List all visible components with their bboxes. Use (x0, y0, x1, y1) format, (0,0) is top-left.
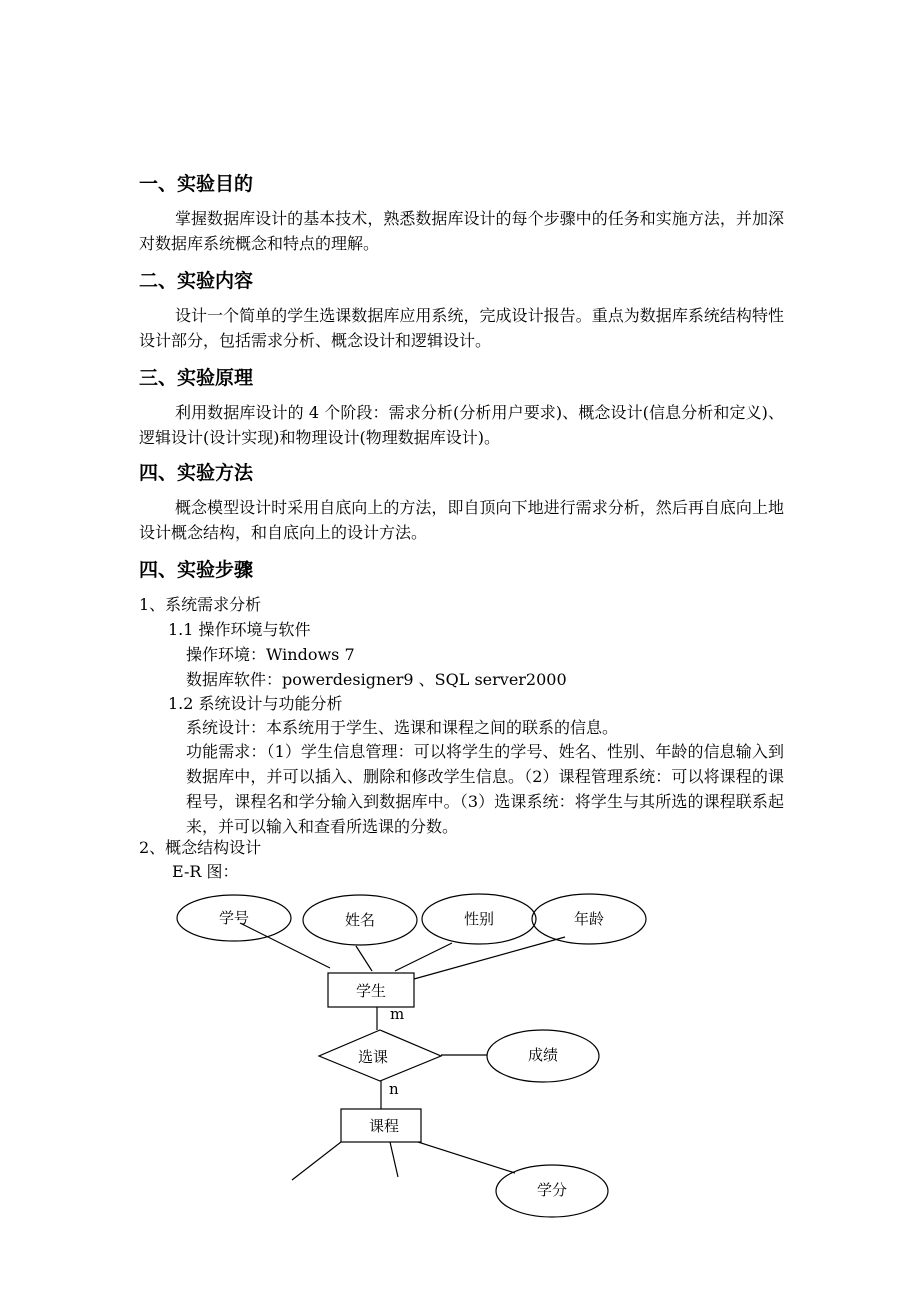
cardinality-n: n (389, 1080, 399, 1098)
para-principle: 利用数据库设计的 4 个阶段：需求分析(分析用户要求)、概念设计(信息分析和定义)、逻辑设计(设计实现)和物理设计(物理数据库设计)。 (139, 403, 784, 447)
heading-steps: 四、实验步骤 (139, 559, 254, 581)
heading-purpose: 一、实验目的 (139, 173, 254, 195)
relationship-label: 选课 (357, 1048, 389, 1066)
env-line: 操作环境：Windows 7 (186, 645, 355, 664)
func-req-para: 功能需求：（1）学生信息管理：可以将学生的学号、姓名、性别、年龄的信息输入到数据库中，并可以插入、删除和修改学生信息。（2）课程管理系统：可以将课程的课程号，课程名和学分输入到数据库中。（3）选课系统：将学生与其所选的课程联系起来，并可以输入和查看所选课的分数。 (186, 742, 784, 836)
edge-studentid-student (240, 923, 330, 968)
attr-name-label: 姓名 (344, 911, 376, 929)
edge-gender-student (395, 943, 452, 971)
heading-content: 二、实验内容 (139, 270, 254, 292)
edge-course-left (292, 1142, 341, 1180)
step-2: 2、概念结构设计 (139, 838, 262, 857)
entity-student-label: 学生 (355, 982, 387, 1000)
heading-method: 四、实验方法 (139, 462, 254, 484)
sys-design-line: 系统设计：本系统用于学生、选课和课程之间的联系的信息。 (186, 718, 619, 737)
db-software-line: 数据库软件：powerdesigner9 、SQL server2000 (186, 670, 567, 689)
attr-credit-label: 学分 (536, 1181, 568, 1199)
attr-student-id-label: 学号 (218, 909, 250, 927)
cardinality-m: m (390, 1005, 405, 1023)
edge-course-credit (418, 1142, 515, 1173)
attr-grade-label: 成绩 (527, 1046, 559, 1064)
para-method: 概念模型设计时采用自底向上的方法，即自顶向下地进行需求分析，然后再自底向上地设计概念结构，和自底向上的设计方法。 (139, 498, 784, 542)
step-1-2: 1.2 系统设计与功能分析 (168, 694, 343, 713)
entity-course-label: 课程 (368, 1117, 400, 1135)
heading-principle: 三、实验原理 (139, 367, 254, 389)
attr-age-label: 年龄 (573, 910, 605, 928)
er-diagram (0, 880, 920, 1220)
er-caption: E-R 图： (172, 862, 239, 881)
step-1-1: 1.1 操作环境与软件 (168, 620, 311, 639)
para-purpose: 掌握数据库设计的基本技术，熟悉数据库设计的每个步骤中的任务和实施方法，并加深对数据库系统概念和特点的理解。 (139, 209, 784, 253)
para-content: 设计一个简单的学生选课数据库应用系统，完成设计报告。重点为数据库系统结构特性设计部分，包括需求分析、概念设计和逻辑设计。 (139, 306, 784, 350)
edge-course-mid (390, 1142, 398, 1177)
edge-name-student (356, 946, 372, 971)
step-1: 1、系统需求分析 (139, 595, 262, 614)
attr-gender-label: 性别 (463, 910, 495, 928)
